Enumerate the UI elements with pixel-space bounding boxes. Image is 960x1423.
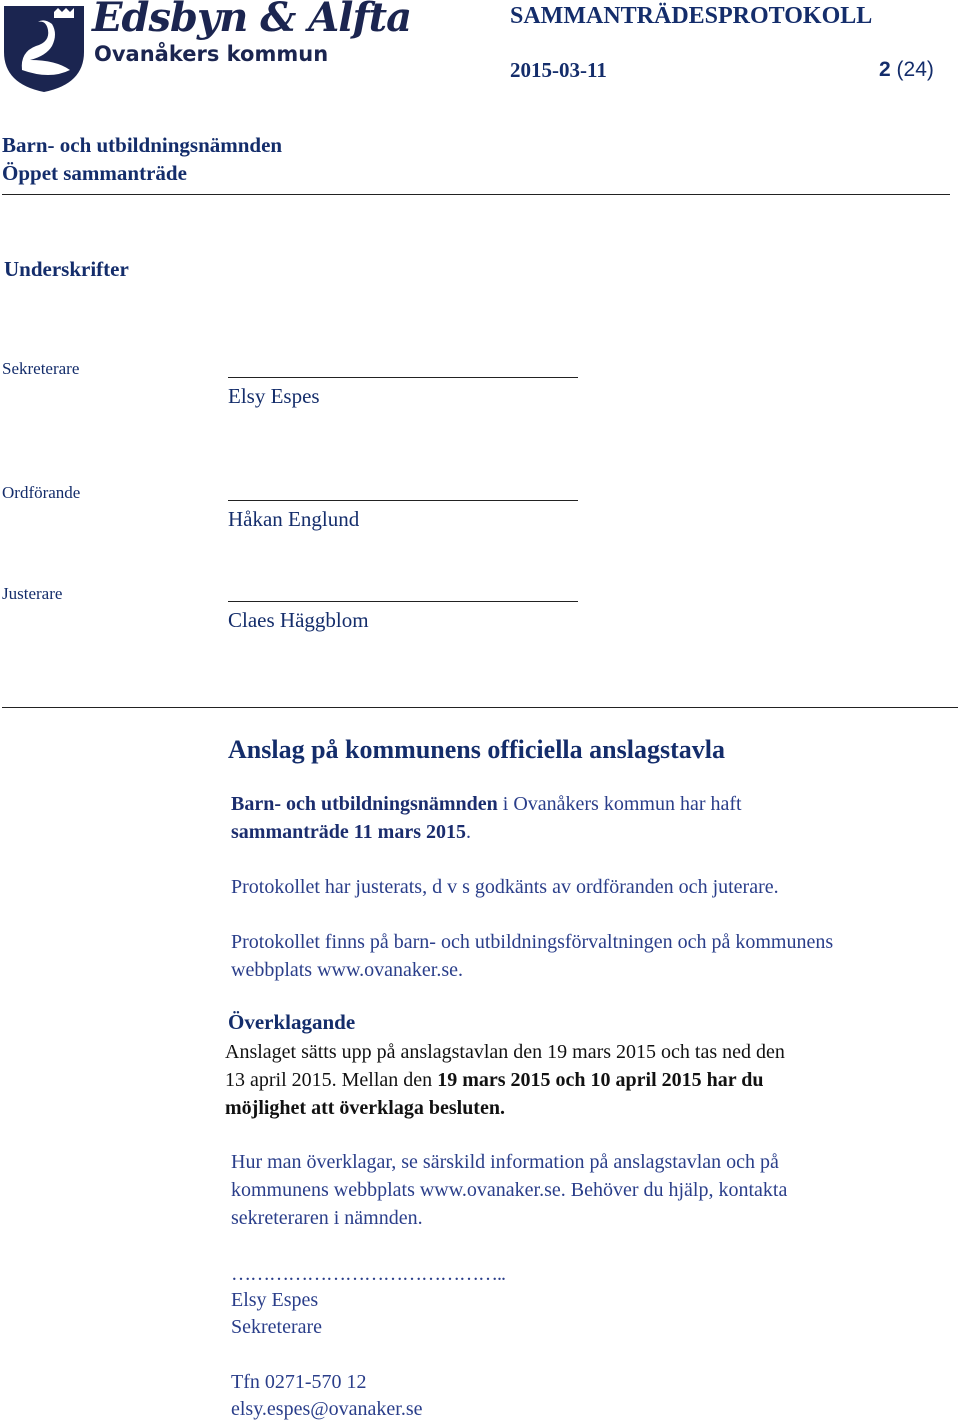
section-divider: [2, 707, 958, 708]
logo: [0, 0, 412, 96]
session-type: Öppet sammanträde: [2, 161, 187, 185]
howto-line-1: Hur man överklagar, se särskild information på anslagstavlan och på: [231, 1151, 779, 1173]
anslag-paragraph-1-line-2: sammanträde 11 mars 2015.: [231, 821, 471, 843]
overklagande-line-3: möjlighet att överklaga besluten.: [225, 1097, 505, 1119]
signature-role: Ordförande: [2, 483, 81, 502]
signature-dots: ……………………………………..: [231, 1263, 505, 1285]
header-divider: [2, 194, 950, 195]
signature-role: Justerare: [2, 584, 63, 603]
anslag-paragraph-1: Barn- och utbildningsnämnden i Ovanåkers kommun har haft: [231, 793, 742, 815]
signature-name: Claes Häggblom: [228, 608, 369, 632]
committee-bold: Barn- och utbildningsnämnden: [231, 793, 498, 815]
overklagande-line-1: Anslaget sätts upp på anslagstavlan den 19 mars 2015 och tas ned den: [225, 1041, 785, 1063]
logo-subtitle: Ovanåkers kommun: [94, 42, 329, 66]
meeting-date: 2015-03-11: [510, 58, 607, 82]
signature-line: [228, 377, 578, 378]
document-type: SAMMANTRÄDESPROTOKOLL: [510, 3, 873, 29]
swan-crest-icon: [0, 0, 90, 96]
anslag-paragraph-3: Protokollet finns på barn- och utbildningsförvaltningen och på kommunens: [231, 931, 834, 953]
anslag-paragraph-2: Protokollet har justerats, d v s godkänts av ordföranden och juterare.: [231, 876, 779, 898]
howto-line-2: kommunens webbplats www.ovanaker.se. Behöver du hjälp, kontakta: [231, 1179, 788, 1201]
signature-line: [228, 601, 578, 602]
overklagande-title: Överklagande: [228, 1010, 356, 1034]
committee-name: Barn- och utbildningsnämnden: [2, 133, 283, 157]
howto-line-3: sekreteraren i nämnden.: [231, 1207, 423, 1229]
contact-email: elsy.espes@ovanaker.se: [231, 1398, 423, 1420]
signature-line: [228, 500, 578, 501]
signature-name: Håkan Englund: [228, 507, 360, 531]
contact-name: Elsy Espes: [231, 1289, 319, 1311]
overklagande-line-2: 13 april 2015. Mellan den 19 mars 2015 och 10 april 2015 har du: [225, 1069, 764, 1091]
anslag-paragraph-3-line-2: webbplats www.ovanaker.se.: [231, 959, 463, 981]
page-current: 2: [879, 58, 891, 81]
signature-role: Sekreterare: [2, 359, 80, 378]
contact-role: Sekreterare: [231, 1316, 323, 1338]
page-number: [879, 58, 934, 82]
logo-wordmark: Edsbyn & Alfta: [92, 0, 412, 41]
signatures-title: Underskrifter: [4, 257, 129, 281]
signature-name: Elsy Espes: [228, 384, 320, 408]
contact-phone: Tfn 0271-570 12: [231, 1371, 367, 1393]
page-total: (24): [896, 58, 934, 81]
anslag-title: Anslag på kommunens officiella anslagstavla: [228, 735, 725, 764]
